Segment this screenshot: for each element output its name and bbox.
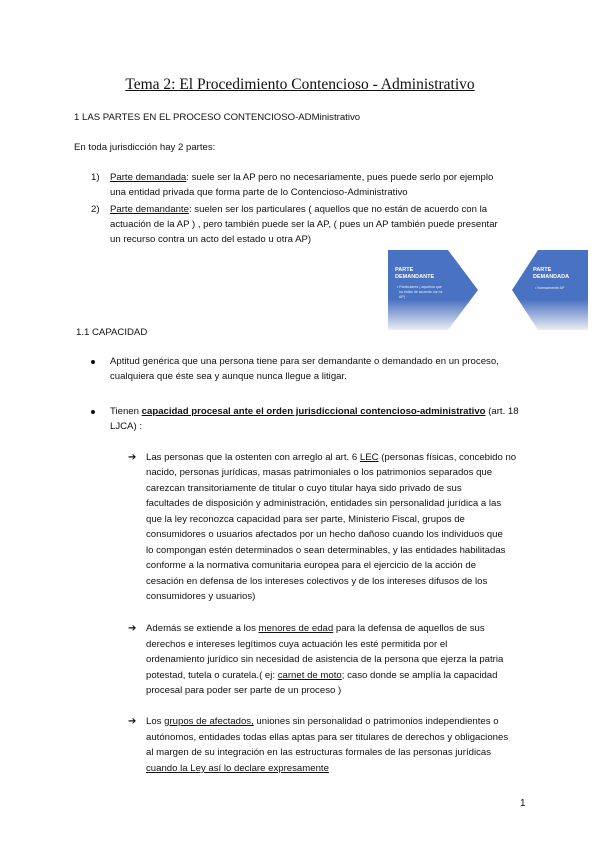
page-number: 1 — [520, 798, 526, 809]
arrow-1-line: conforme a la normativa comunitaria europea para el ejercicio de la acción de — [146, 560, 477, 571]
arrow-3-pre: Los — [146, 716, 165, 727]
arrow-1-line: lo compongan estén determinados o sean determinables, y las entidades habilitadas — [146, 545, 506, 556]
arrow-2-line-4 — [146, 668, 497, 684]
arrow-2-pre: Además se extiende a los — [146, 623, 259, 634]
party-term: Parte demandante — [110, 204, 189, 215]
section-heading-1: 1 LAS PARTES EN EL PROCESO CONTENCIOSO-ADMinistrativo — [74, 112, 361, 123]
arrow-2-underlined: menores de edad — [258, 623, 334, 634]
arrow-2-line-2: derechos e intereses legítimos cuya actuación les esté permitida por el — [146, 639, 448, 650]
arrow-1-line: facultades de disposición y administración, entidades sin personalidad jurídica a las — [146, 498, 502, 509]
arrow-2-post: para la defensa de aquellos de sus — [333, 623, 485, 634]
shape-left-sub-1: • Particulares ( aquellos que — [397, 285, 442, 289]
arrow-2-l4-post: ; caso donde se amplía la capacidad — [341, 670, 498, 681]
arrow-2-l4-pre: potestad, tutela o curatela.( ej: — [146, 670, 278, 681]
bullet-2-suffix: (art. 18 — [485, 406, 519, 417]
bullet-2-line-1 — [110, 404, 519, 420]
party-1-line-2: una entidad privada que forma parte de lo Contencioso-Administrativo — [110, 187, 408, 198]
arrow-bullet-icon: ➔ — [128, 623, 137, 634]
arrow-1-line: nacido, personas jurídicas, masas patrimoniales o los patrimonios separados que — [146, 467, 493, 478]
shape-right-label-1: PARTE — [533, 267, 552, 273]
arrow-2-line-1 — [146, 621, 485, 637]
arrow-1-line: cesación en defensa de los intereses colectivos y de los intereses difusos de los — [146, 576, 488, 587]
shape-left-label-1: PARTE — [395, 267, 414, 273]
party-2-line-2: actuación de la AP ) , pero también puede ser la AP, ( pues un AP también puede presentar — [110, 219, 498, 230]
arrow-1-line: consumidores o usuarios afectados por un hecho dañoso cuando los individuos que — [146, 529, 503, 540]
bullet-2-prefix: Tienen — [110, 406, 142, 417]
arrow-bullet-icon: ➔ — [128, 452, 137, 463]
shape-left-label-2: DEMANDANTE — [395, 274, 435, 280]
arrow-3-line-1 — [146, 714, 499, 730]
list-number: 1) — [91, 172, 100, 183]
party-1-line-1 — [110, 170, 493, 186]
arrow-3-line-2: autónomos, entidades todas ellas aptas para ser titulares de derechos y obligaciones — [146, 732, 509, 743]
arrow-2-line-3: ordenamiento jurídico sin necesidad de asistencia de la persona que ejerza la patria — [146, 654, 504, 665]
arrow-3-post: uniones sin personalidad o patrimonios independientes o — [253, 716, 499, 727]
arrow-1-underlined: LEC — [359, 452, 379, 463]
bullet-dot — [91, 410, 95, 414]
arrow-1-line: consumidores y usuarios) — [146, 591, 256, 602]
party-text: : suele ser la AP pero no necesariamente, pues puede serlo por ejemplo — [186, 172, 494, 183]
arrow-1-line-1 — [146, 450, 516, 466]
shape-left-sub-2: no están de acuerdo con la — [399, 290, 443, 294]
intro-text: En toda jurisdicción hay 2 partes: — [74, 142, 216, 153]
arrow-3-underlined: grupos de afectados, — [164, 716, 254, 727]
arrow-2-line-5: procesal para poder ser parte de un proceso ) — [146, 685, 342, 696]
arrow-3-line-3: al margen de su integración en las estructuras formales de las personas jurídicas — [146, 747, 492, 758]
arrow-1-pre: Las personas que la ostenten con arreglo al art. 6 — [146, 452, 360, 463]
arrow-2-l4-underlined: carnet de moto — [277, 670, 342, 681]
shape-right-label-2: DEMANDADA — [533, 274, 570, 280]
shape-right-sub-1: • Normalmente AP — [535, 286, 565, 290]
section-heading-1-1: 1.1 CAPACIDAD — [76, 327, 148, 338]
bullet-1-line-1: Aptitud genérica que una persona tiene para ser demandante o demandado en un proceso, — [110, 356, 499, 367]
bullet-2-emphasis: capacidad procesal ante el orden jurisdiccional contencioso-administrativo — [141, 406, 486, 417]
bullet-dot — [91, 360, 95, 364]
shape-left-sub-3: AP) — [399, 295, 405, 299]
party-term: Parte demandada — [110, 172, 187, 183]
bullet-2-line-2: LJCA) : — [110, 421, 142, 432]
party-2-line-3: un recurso contra un acto del estado u otra AP) — [110, 234, 312, 245]
arrow-1-post: (personas físicas, concebido no — [378, 452, 517, 463]
arrow-bullet-icon: ➔ — [128, 716, 137, 727]
arrow-3-line-4: cuando la Ley así lo declare expresamente — [146, 763, 329, 774]
arrow-1-line: carezcan transitoriamente de titular o cuyo titular haya sido privado de sus — [146, 483, 462, 494]
arrow-1-line: que la ley reconozca capacidad para ser parte, Ministerio Fiscal, grupos de — [146, 514, 465, 525]
party-text: : suelen ser los particulares ( aquellos que no están de acuerdo con la — [188, 204, 488, 215]
party-2-line-1 — [110, 202, 487, 218]
page-title: Tema 2: El Procedimiento Contencioso - Administrativo — [125, 76, 475, 93]
list-number: 2) — [91, 204, 100, 215]
bullet-1-line-2: cualquiera que éste sea y aunque nunca llegue a litigar. — [110, 371, 347, 382]
